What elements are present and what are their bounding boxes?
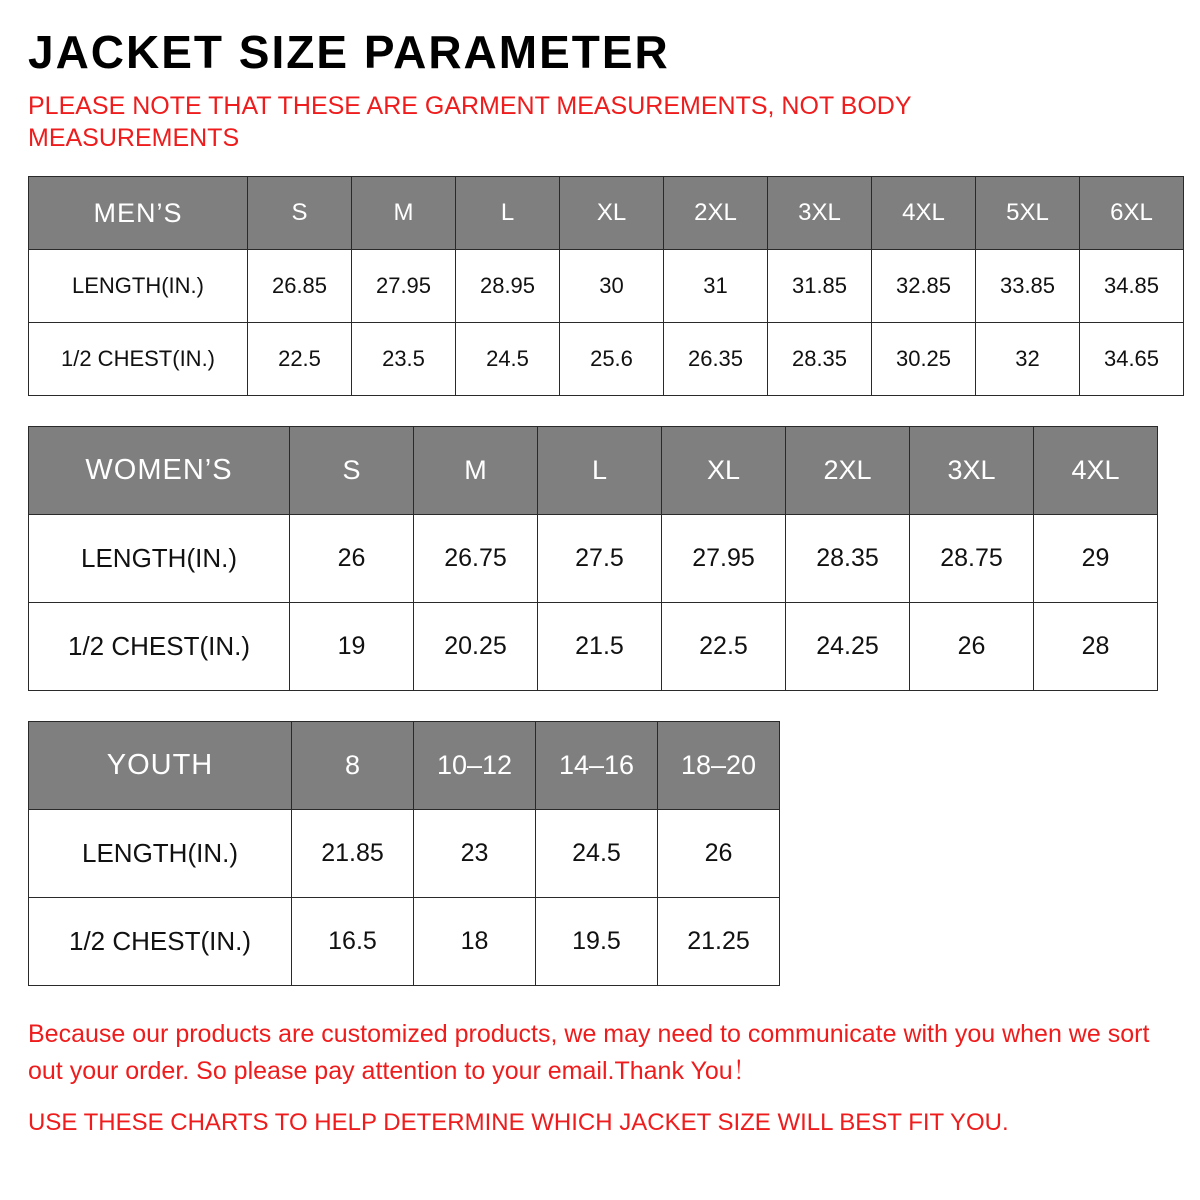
womens-size-table (28, 426, 1158, 691)
mens-size-table (28, 176, 1184, 396)
mens-cell: 23.5 (352, 323, 456, 396)
womens-cell: 29 (1034, 515, 1158, 603)
womens-cell: 20.25 (414, 603, 538, 691)
mens-cell: 31.85 (768, 250, 872, 323)
mens-cell: 28.35 (768, 323, 872, 396)
mens-size-header: 2XL (664, 177, 768, 250)
youth-cell: 24.5 (536, 810, 658, 898)
womens-cell: 19 (290, 603, 414, 691)
youth-size-header: 8 (292, 722, 414, 810)
page-title: JACKET SIZE PARAMETER (28, 26, 670, 78)
womens-cell: 26.75 (414, 515, 538, 603)
table-row (29, 177, 1184, 250)
youth-row-label: 1/2 CHEST(IN.) (29, 898, 292, 986)
mens-size-header: S (248, 177, 352, 250)
youth-category-label: YOUTH (29, 722, 292, 810)
table-row (29, 323, 1184, 396)
table-row (29, 810, 780, 898)
table-row (29, 515, 1158, 603)
mens-size-header: M (352, 177, 456, 250)
youth-cell: 21.25 (658, 898, 780, 986)
table-row (29, 427, 1158, 515)
mens-row-label: LENGTH(IN.) (29, 250, 248, 323)
womens-size-header: 4XL (1034, 427, 1158, 515)
table-row (29, 603, 1158, 691)
womens-cell: 27.5 (538, 515, 662, 603)
mens-category-label: MEN’S (29, 177, 248, 250)
customization-note: Because our products are customized products, we may need to communicate with you when we sort out your order. So please pay attention to your email.Thank You！ (28, 1020, 1150, 1085)
womens-cell: 28.75 (910, 515, 1034, 603)
womens-size-header: L (538, 427, 662, 515)
womens-cell: 28.35 (786, 515, 910, 603)
womens-size-header: M (414, 427, 538, 515)
table-row (29, 722, 780, 810)
mens-cell: 25.6 (560, 323, 664, 396)
mens-size-header: 5XL (976, 177, 1080, 250)
mens-size-header: 3XL (768, 177, 872, 250)
mens-cell: 33.85 (976, 250, 1080, 323)
mens-size-header: L (456, 177, 560, 250)
mens-cell: 26.35 (664, 323, 768, 396)
womens-cell: 21.5 (538, 603, 662, 691)
mens-cell: 32 (976, 323, 1080, 396)
womens-category-label: WOMEN’S (29, 427, 290, 515)
womens-row-label: LENGTH(IN.) (29, 515, 290, 603)
womens-cell: 28 (1034, 603, 1158, 691)
womens-size-header: S (290, 427, 414, 515)
mens-cell: 26.85 (248, 250, 352, 323)
mens-size-header: 4XL (872, 177, 976, 250)
mens-cell: 30.25 (872, 323, 976, 396)
mens-cell: 24.5 (456, 323, 560, 396)
mens-cell: 32.85 (872, 250, 976, 323)
mens-cell: 22.5 (248, 323, 352, 396)
measurement-note: PLEASE NOTE THAT THESE ARE GARMENT MEASUREMENTS, NOT BODY MEASUREMENTS (28, 92, 912, 153)
womens-cell: 26 (290, 515, 414, 603)
youth-size-header: 14–16 (536, 722, 658, 810)
mens-row-label: 1/2 CHEST(IN.) (29, 323, 248, 396)
chart-usage-note: USE THESE CHARTS TO HELP DETERMINE WHICH JACKET SIZE WILL BEST FIT YOU. (28, 1108, 1009, 1136)
youth-cell: 23 (414, 810, 536, 898)
youth-cell: 21.85 (292, 810, 414, 898)
womens-cell: 24.25 (786, 603, 910, 691)
mens-cell: 27.95 (352, 250, 456, 323)
mens-cell: 31 (664, 250, 768, 323)
mens-size-header: XL (560, 177, 664, 250)
youth-cell: 18 (414, 898, 536, 986)
table-row (29, 898, 780, 986)
youth-size-header: 10–12 (414, 722, 536, 810)
mens-cell: 34.85 (1080, 250, 1184, 323)
youth-size-table (28, 721, 780, 986)
youth-cell: 26 (658, 810, 780, 898)
womens-cell: 26 (910, 603, 1034, 691)
womens-row-label: 1/2 CHEST(IN.) (29, 603, 290, 691)
youth-cell: 19.5 (536, 898, 658, 986)
youth-size-header: 18–20 (658, 722, 780, 810)
mens-cell: 30 (560, 250, 664, 323)
mens-cell: 34.65 (1080, 323, 1184, 396)
mens-cell: 28.95 (456, 250, 560, 323)
youth-row-label: LENGTH(IN.) (29, 810, 292, 898)
mens-size-header: 6XL (1080, 177, 1184, 250)
womens-size-header: XL (662, 427, 786, 515)
womens-cell: 22.5 (662, 603, 786, 691)
womens-size-header: 3XL (910, 427, 1034, 515)
womens-size-header: 2XL (786, 427, 910, 515)
table-row (29, 250, 1184, 323)
youth-cell: 16.5 (292, 898, 414, 986)
womens-cell: 27.95 (662, 515, 786, 603)
